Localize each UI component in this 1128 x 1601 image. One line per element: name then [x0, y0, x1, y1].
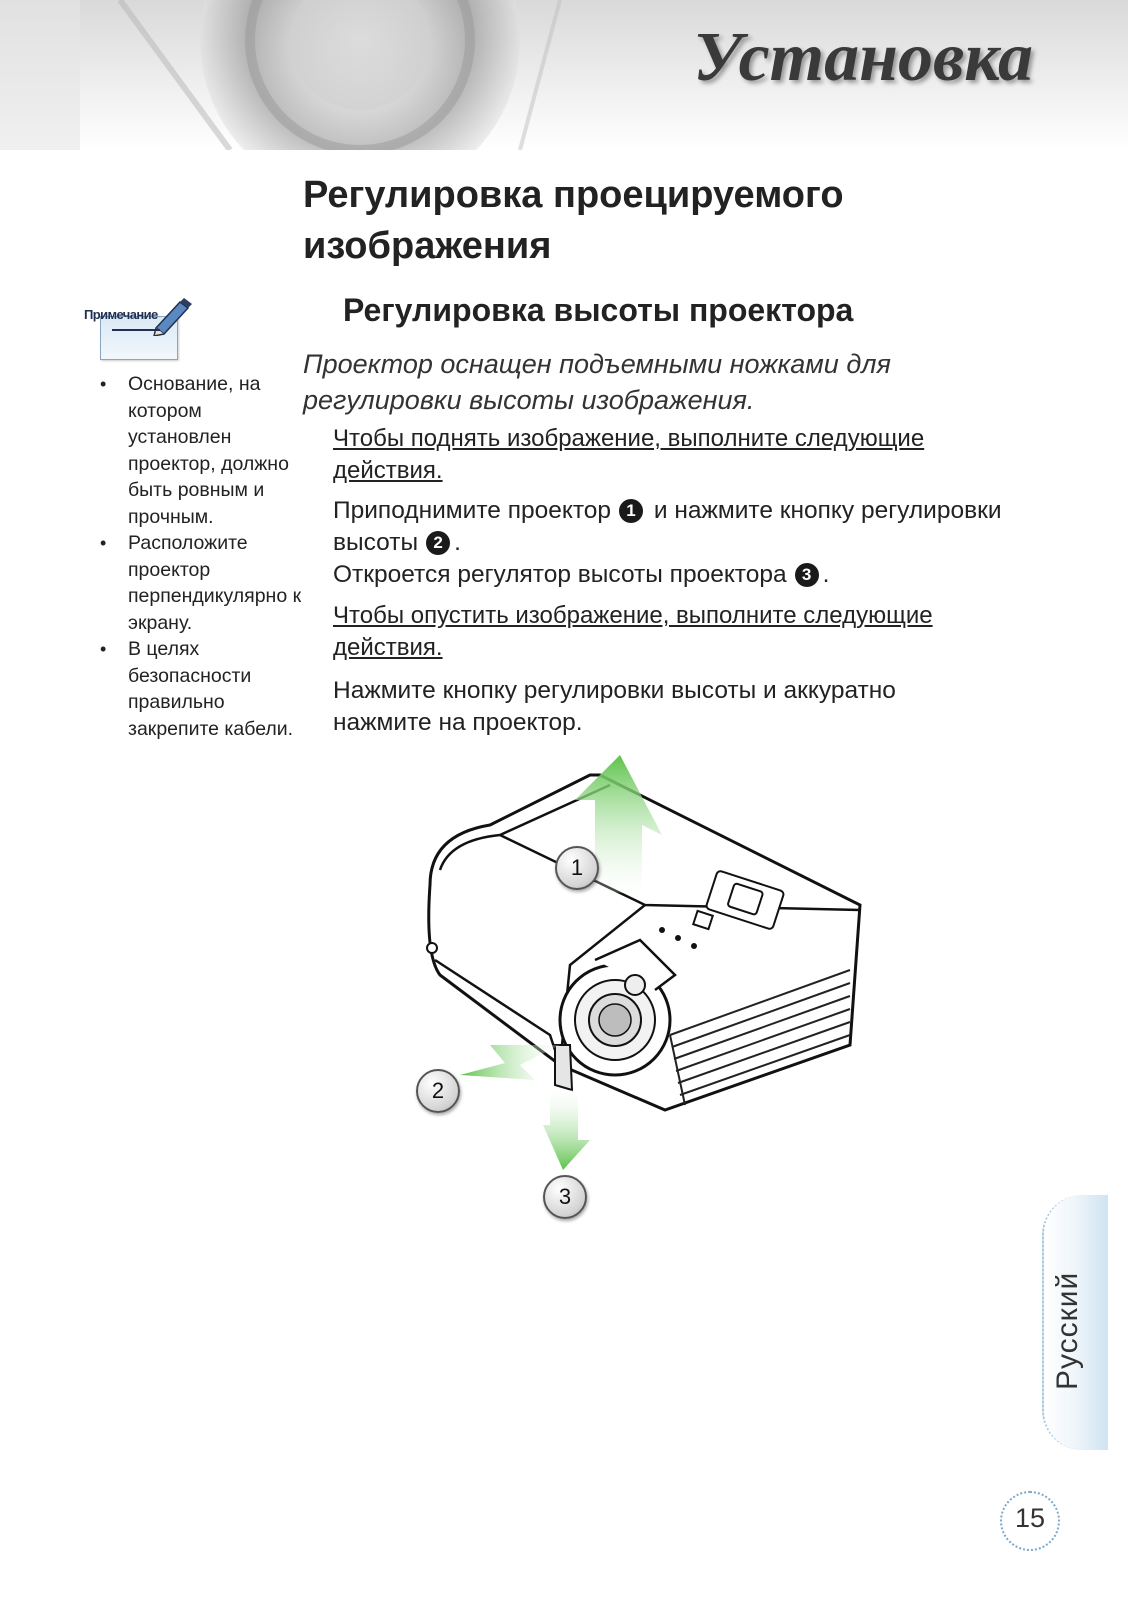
raise-heading: Чтобы поднять изображение, выполните следующие действия. — [333, 425, 925, 484]
note-label: Примечание — [84, 307, 158, 322]
section-title: Регулировка проецируемого изображения — [303, 174, 844, 267]
lower-step: Нажмите кнопку регулировки высоты и аккуратно нажмите на проектор. — [333, 677, 896, 736]
subsection-title: Регулировка высоты проектора — [343, 292, 854, 328]
step-marker-2: 2 — [426, 531, 450, 555]
chapter-title: Установка — [693, 19, 1033, 96]
projector-figure — [400, 745, 880, 1225]
intro-text: Проектор оснащен подъемными ножками для регулировки высоты изображения. — [303, 349, 891, 415]
raise-step-part3: . — [454, 529, 461, 556]
language-tab-label: Русский — [1051, 1271, 1084, 1390]
raise-step-part1: Приподнимите проектор — [333, 497, 612, 524]
step-marker-3: 3 — [795, 563, 819, 587]
callout-2: 2 — [416, 1069, 460, 1113]
right-arrow-icon — [460, 1045, 560, 1080]
lower-heading: Чтобы опустить изображение, выполните следующие действия. — [333, 602, 933, 661]
note-underline — [112, 329, 160, 331]
raise-step-part4: Откроется регулятор высоты проектора — [333, 561, 787, 588]
step-marker-1: 1 — [619, 499, 643, 523]
note-item: • В целях безопасности правильно закрепите кабели. — [100, 636, 310, 742]
page-number: 15 — [1014, 1503, 1046, 1533]
projector-illustration — [400, 745, 880, 1225]
raise-step-part5: . — [822, 561, 830, 588]
note-item: • Расположите проектор перпендикулярно к экрану. — [100, 530, 310, 636]
raise-step — [333, 495, 1033, 591]
down-arrow-icon — [543, 1090, 590, 1170]
note-item: • Основание, на котором установлен проектор, должно быть ровным и прочным. — [100, 371, 310, 530]
callout-3: 3 — [543, 1175, 587, 1219]
header-band — [0, 0, 1128, 150]
raise-step-part2: и нажмите кнопку регулировки высоты — [333, 497, 1002, 556]
callout-1: 1 — [555, 846, 599, 890]
notes-list — [100, 371, 310, 742]
